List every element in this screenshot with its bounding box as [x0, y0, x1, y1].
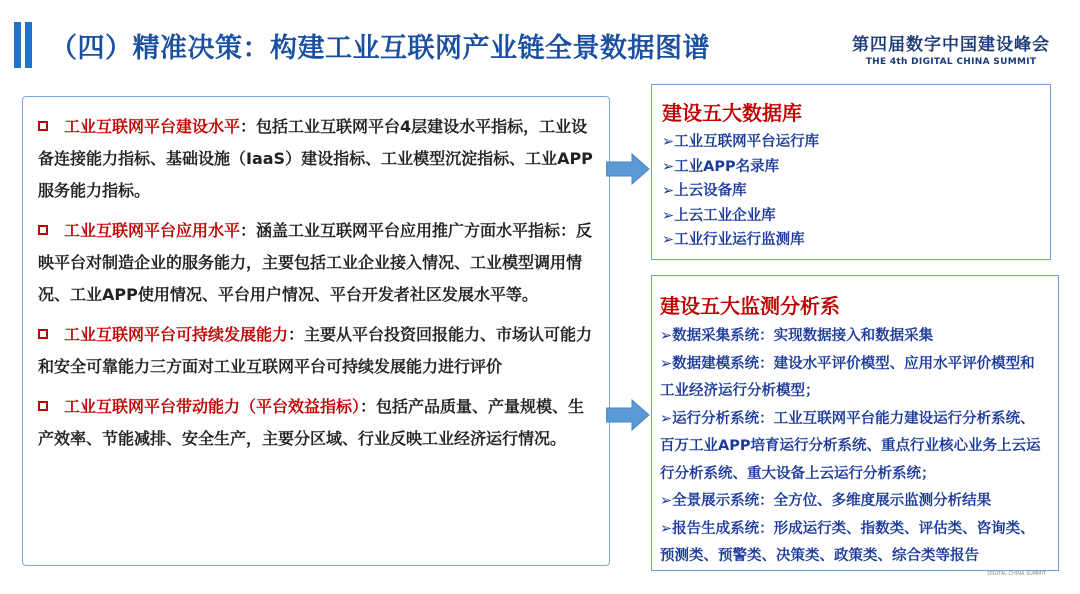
square-bullet-icon	[38, 329, 48, 339]
indicator-text: ：涵盖工业互联网平台应用推广方面水平指标：反映平台对制造企业的服务能力，主要包括工业企业接入情况、工业模型调用情况、工业APP使用情况、平台用户情况、平台开发者社区发展水平等。	[38, 221, 593, 304]
indicator-text: ：主要从平台投资回报能力、市场认可能力和安全可靠能力三方面对工业互联网平台可持续发展能力进行评价	[38, 325, 593, 376]
page-title: （四）精准决策：构建工业互联网产业链全景数据图谱	[50, 33, 710, 64]
indicator-item	[38, 319, 595, 383]
accent-bar	[14, 22, 21, 68]
footer-logo: DIGITAL CHINA SUMMIT	[987, 571, 1046, 577]
analysis-heading: 建设五大监测分析系	[660, 294, 840, 318]
indicator-panel	[22, 96, 610, 566]
database-item: ➢上云工业企业库	[662, 207, 776, 224]
analysis-item: ➢数据采集系统：实现数据接入和数据采集	[660, 328, 934, 344]
indicator-title: 工业互联网平台可持续发展能力	[64, 325, 289, 344]
square-bullet-icon	[38, 121, 48, 131]
database-heading: 建设五大数据库	[662, 101, 802, 125]
database-item: ➢工业互联网平台运行库	[662, 134, 820, 150]
database-item: ➢上云设备库	[662, 183, 747, 199]
indicator-title: 工业互联网平台建设水平	[64, 117, 241, 136]
indicator-text: ：包括产品质量、产量规模、生产效率、节能减排、安全生产，主要分区域、行业反映工业经济运行情况。	[38, 397, 585, 448]
indicator-title: 工业互联网平台带动能力（平台效益指标）	[64, 397, 361, 416]
database-item: ➢工业APP名录库	[662, 158, 780, 175]
analysis-item: ➢报告生成系统：形成运行类、指数类、评估类、咨询类、预测类、预警类、决策类、政策类、综合类等报告	[660, 520, 1035, 564]
analysis-item: ➢全景展示系统：全方位、多维度展示监测分析结果	[660, 493, 992, 509]
right-arrow-icon	[606, 153, 650, 185]
indicator-item	[38, 391, 595, 455]
square-bullet-icon	[38, 225, 48, 235]
analysis-system-box	[651, 275, 1059, 571]
square-bullet-icon	[38, 401, 48, 411]
logo-english-text: THE 4th DIGITAL CHINA SUMMIT	[865, 57, 1037, 67]
analysis-item: ➢数据建模系统：建设水平评价模型、应用水平评价模型和工业经济运行分析模型；	[660, 355, 1035, 399]
indicator-title: 工业互联网平台应用水平	[64, 221, 241, 240]
indicator-item	[38, 111, 595, 207]
database-box	[651, 84, 1051, 260]
indicator-item	[38, 215, 595, 311]
indicator-text: ：包括工业互联网平台4层建设水平指标，工业设备连接能力指标、基础设施（IaaS）建设指标、工业模型沉淀指标、工业APP服务能力指标。	[38, 117, 593, 200]
accent-bar	[25, 22, 32, 68]
logo-chinese-text: 第四届数字中国建设峰会	[852, 35, 1050, 55]
database-item: ➢工业行业运行监测库	[662, 232, 805, 248]
right-arrow-icon	[606, 399, 650, 431]
analysis-item: ➢运行分析系统：工业互联网平台能力建设运行分析系统、百万工业APP培育运行分析系统、重点行业核心业务上云运行分析系统、重大设备上云运行分析系统；	[660, 410, 1041, 482]
summit-logo	[852, 30, 1050, 67]
